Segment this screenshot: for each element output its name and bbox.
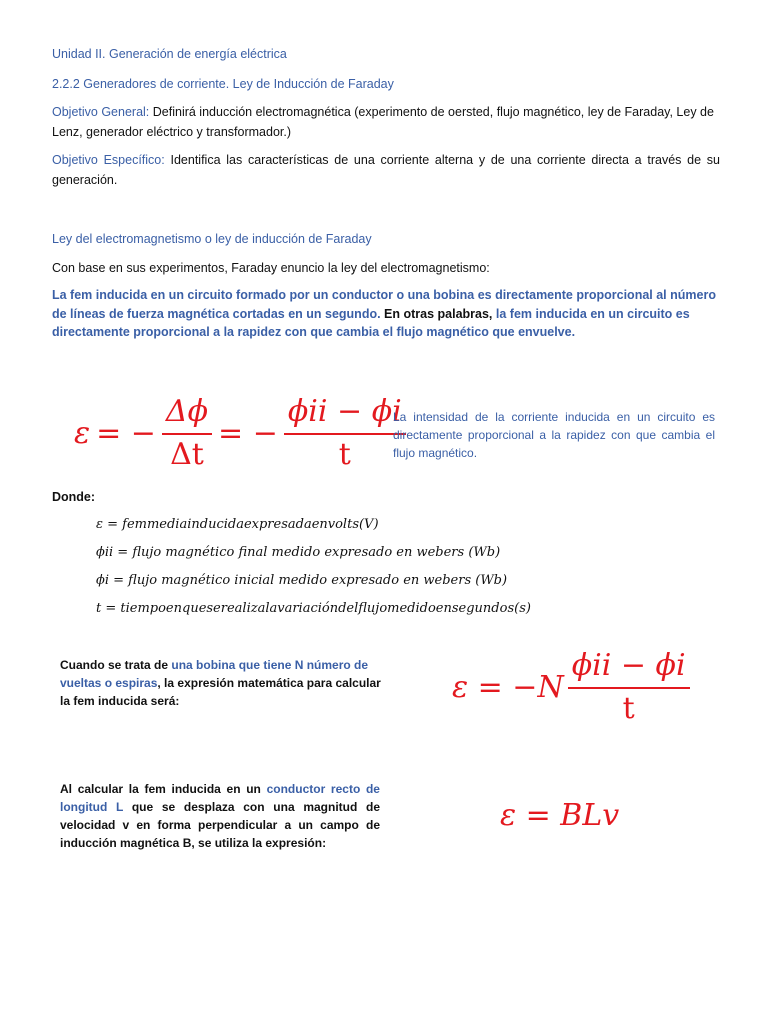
objective-specific bbox=[52, 150, 720, 190]
law-statement bbox=[52, 286, 720, 342]
formula-side-note: La intensidad de la corriente inducida en un circuito es directamente proporcional a la rapidez con que cambia el flujo magnético. bbox=[393, 410, 715, 460]
formula-epsilon: ε bbox=[74, 415, 91, 451]
law-statement-connector: En otras palabras, bbox=[380, 306, 496, 321]
variable-phi-initial: ϕi = flujo magnético inicial medido expresado en webers (Wb) bbox=[96, 573, 508, 588]
conductor-text-b: que se desplaza con una magnitud de velocidad v en forma perpendicular a un campo de inducción magnética B, se utiliza la expresión: bbox=[60, 800, 381, 850]
conductor-text-highlight: conductor recto de longitud L bbox=[60, 782, 380, 814]
coil-fraction-numerator: ϕii − ϕi bbox=[568, 648, 690, 689]
fraction-delta-denominator: Δt bbox=[170, 437, 204, 472]
variable-time: t = tiempoenqueserealizalavariacióndelflujomedidoensegundos(s) bbox=[96, 601, 531, 616]
law-intro: Con base en sus experimentos, Faraday enuncio la ley del electromagnetismo: bbox=[52, 261, 490, 275]
objective-general bbox=[52, 102, 720, 142]
objective-general-text: Definirá inducción electromagnética (experimento de oersted, flujo magnético, ley de Faraday, Ley de Lenz, generador eléctrico y transformador.) bbox=[52, 105, 714, 139]
coil-text-highlight: una bobina que tiene N número de vueltas o espiras bbox=[60, 658, 369, 690]
fraction-delta bbox=[162, 394, 212, 472]
objective-specific-label: Objetivo Específico: bbox=[52, 153, 165, 167]
variable-list bbox=[96, 511, 656, 623]
fraction-flux bbox=[284, 394, 406, 472]
coil-text-a: Cuando se trata de bbox=[60, 658, 172, 672]
coil-fraction-denominator: t bbox=[622, 691, 635, 726]
fraction-flux-denominator: t bbox=[338, 437, 351, 472]
formula-equals-minus-2: = − bbox=[218, 415, 278, 451]
formula-equals-minus: = − bbox=[96, 415, 156, 451]
coil-fraction bbox=[568, 648, 690, 726]
conductor-formula: ε = BLv bbox=[500, 798, 620, 833]
law-statement-part1: La fem inducida en un circuito formado por un conductor o una bobina es directamente proporcional al número de líneas de fuerza magnética cortadas en un segundo. bbox=[52, 288, 716, 321]
coil-formula-lhs: ε = −N bbox=[452, 669, 564, 705]
fraction-delta-numerator: Δϕ bbox=[162, 394, 212, 435]
coil-formula bbox=[452, 648, 690, 726]
law-statement-part2: la fem inducida en un circuito es directamente proporcional a la rapidez con que cambia el flujo magnético que envuelve. bbox=[52, 306, 690, 339]
variable-epsilon: ε = femmediainducidaexpresadaenvolts(V) bbox=[96, 517, 379, 532]
law-heading: Ley del electromagnetismo o ley de inducción de Faraday bbox=[52, 232, 372, 246]
fraction-flux-numerator: ϕii − ϕi bbox=[284, 394, 406, 435]
coil-description bbox=[60, 656, 382, 710]
coil-text-b: , la expresión matemática para calcular la fem inducida será: bbox=[60, 676, 381, 708]
conductor-text-a: Al calcular la fem inducida en un bbox=[60, 782, 267, 796]
donde-label: Donde: bbox=[52, 490, 96, 504]
section-title: 2.2.2 Generadores de corriente. Ley de Inducción de Faraday bbox=[52, 77, 394, 91]
objective-general-label: Objetivo General: bbox=[52, 105, 150, 119]
objective-specific-text: Identifica las características de una corriente alterna y de una corriente directa a través de su generación. bbox=[52, 153, 720, 187]
conductor-description bbox=[60, 780, 380, 852]
variable-phi-final: ϕii = flujo magnético final medido expresado en webers (Wb) bbox=[96, 545, 501, 560]
faraday-formula bbox=[74, 394, 406, 472]
unit-title: Unidad II. Generación de energía eléctrica bbox=[52, 47, 287, 61]
